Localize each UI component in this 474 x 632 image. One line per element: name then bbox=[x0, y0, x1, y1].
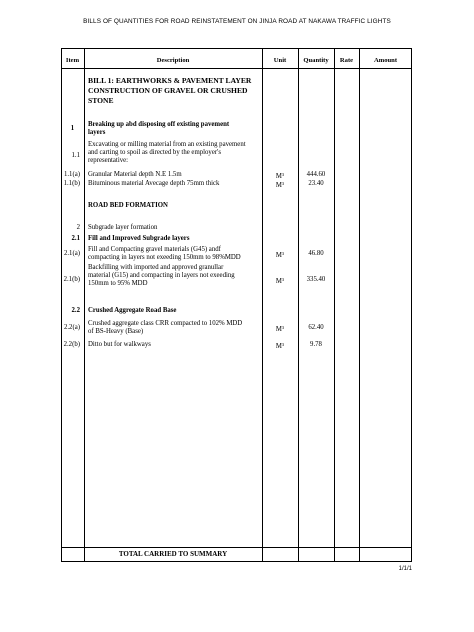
header-unit: Unit bbox=[273, 57, 287, 64]
unit-cell: $M^3$ bbox=[275, 172, 285, 180]
item-description: Fill and Compacting gravel materials (G45) andf bbox=[88, 246, 221, 253]
header-item: Item bbox=[65, 57, 80, 64]
bill-title-line: BILL 1: EARTHWORKS & PAVEMENT LAYER bbox=[88, 76, 252, 85]
item-description: Crushed Aggregate Road Base bbox=[88, 307, 177, 314]
document-title: BILLS OF QUANTITIES FOR ROAD REINSTATEMENT ON JINJA ROAD AT NAKAWA TRAFFIC LIGHTS bbox=[83, 18, 391, 25]
unit-cell: $M^3$ bbox=[275, 181, 285, 189]
item-description: Fill and Improved Subgrade layers bbox=[88, 235, 190, 242]
item-number: 2.1(b) bbox=[63, 276, 80, 283]
unit-cell: $M^3$ bbox=[275, 325, 285, 333]
unit-cell: $M^3$ bbox=[275, 342, 285, 350]
item-description: Breaking up abd disposing off existing pavement bbox=[88, 121, 230, 128]
unit-cell: $M^3$ bbox=[275, 277, 285, 285]
item-description: Backfilling with imported and approved granullar bbox=[88, 264, 224, 271]
item-description: Subgrade layer formation bbox=[88, 224, 158, 231]
quantity-cell: 62.40 bbox=[308, 324, 324, 331]
item-description: material (G15) and compacting in layers not exeeding bbox=[88, 272, 235, 279]
header-amount: Amount bbox=[373, 57, 398, 64]
header-divider bbox=[61, 68, 412, 69]
header-description: Description bbox=[156, 57, 190, 64]
item-description: Ditto but for walkways bbox=[88, 341, 151, 348]
column-divider bbox=[262, 48, 263, 562]
column-divider bbox=[334, 48, 335, 562]
item-description: Crushed aggregate class CRR compacted to 102% MDD bbox=[88, 320, 243, 327]
item-number: 2.1(a) bbox=[63, 250, 80, 257]
bill-title-line: CONSTRUCTION OF GRAVEL OR CRUSHED bbox=[88, 86, 248, 95]
item-description: and carting to spoil as directed by the employer's bbox=[88, 149, 221, 156]
unit-cell: $M^3$ bbox=[275, 251, 285, 259]
item-description: compacting in layers not exeeding 150mm to 98%MDD bbox=[88, 254, 241, 261]
item-number: 1.1(b) bbox=[63, 180, 80, 187]
item-number: 1.1 bbox=[71, 152, 80, 159]
header-rate: Rate bbox=[339, 57, 354, 64]
quantity-cell: 46.80 bbox=[308, 250, 324, 257]
item-number: 1 bbox=[70, 125, 75, 132]
item-number: 2 bbox=[76, 224, 80, 231]
item-description: of BS-Heavy (Base) bbox=[88, 328, 144, 335]
page-number: 1/1/1 bbox=[398, 566, 412, 572]
item-number: 2.2(a) bbox=[63, 324, 80, 331]
item-description: Excavating or milling material from an existing pavement bbox=[88, 141, 246, 148]
item-number: 2.1 bbox=[71, 235, 80, 242]
column-divider bbox=[84, 48, 85, 562]
quantity-cell: 335.40 bbox=[306, 276, 326, 283]
item-description: representative: bbox=[88, 157, 129, 164]
quantity-cell: 23.40 bbox=[308, 180, 324, 187]
item-description: Bituminous material Avecage depth 75mm thick bbox=[88, 180, 220, 187]
column-divider bbox=[359, 48, 360, 562]
item-number: 2.2(b) bbox=[63, 341, 80, 348]
total-carried-label: TOTAL CARRIED TO SUMMARY bbox=[118, 550, 228, 558]
item-description: Granular Material depth N.E 1.5m bbox=[88, 171, 182, 178]
quantity-cell: 9.78 bbox=[310, 341, 322, 348]
total-divider bbox=[61, 547, 412, 548]
column-divider bbox=[298, 48, 299, 562]
item-number: 2.2 bbox=[71, 307, 80, 314]
quantity-cell: 444.60 bbox=[306, 171, 326, 178]
bill-title-line: STONE bbox=[88, 96, 114, 105]
header-quantity: Quantity bbox=[303, 57, 329, 64]
item-number: 1.1(a) bbox=[63, 171, 80, 178]
item-description: layers bbox=[88, 129, 106, 136]
item-description: 150mm to 95% MDD bbox=[88, 280, 148, 287]
section-heading: ROAD BED FORMATION bbox=[88, 202, 168, 209]
